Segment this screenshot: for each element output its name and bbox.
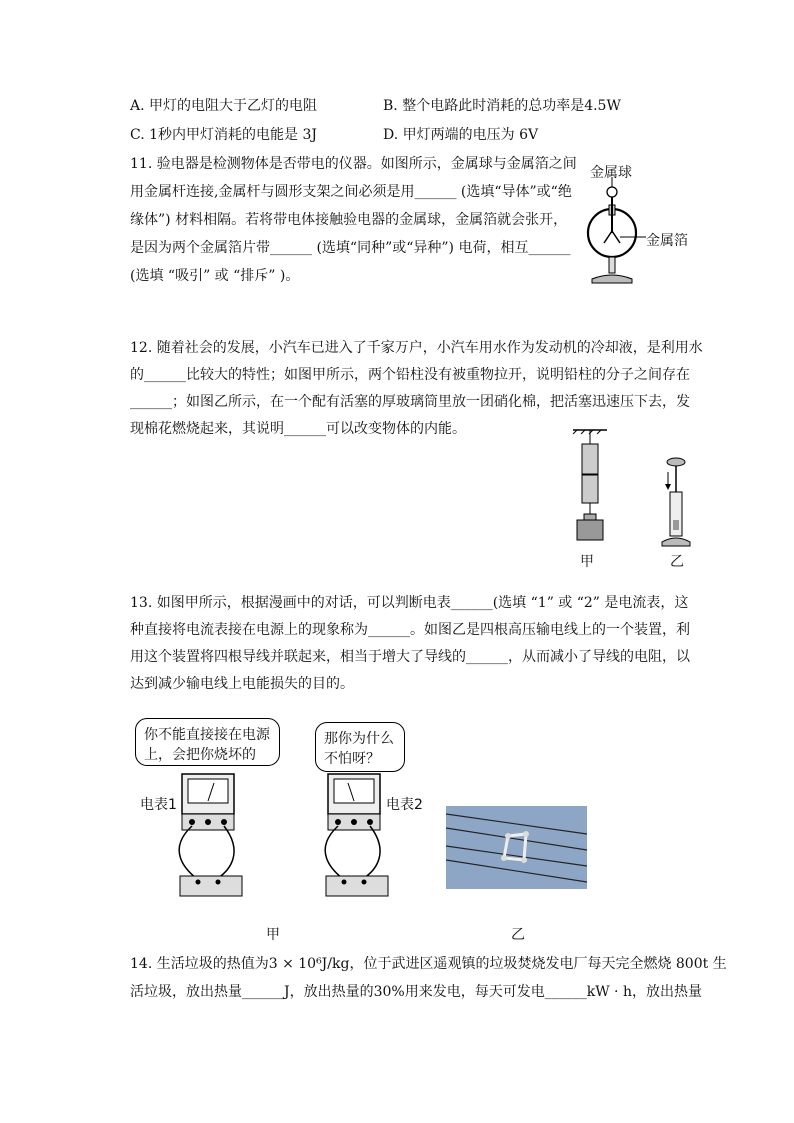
q13-line: 用这个装置将四根导线并联起来，相当于增大了导线的______，从而减小了导线的电阻，以 bbox=[130, 649, 690, 665]
q12-line: 现棉花燃烧起来，其说明______可以改变物体的内能。 bbox=[130, 421, 466, 437]
q12-line: 的______比较大的特性；如图甲所示，两个铅柱没有被重物拉开，说明铅柱的分子之间存在 bbox=[130, 367, 690, 383]
q13-line: 种直接将电流表接在电源上的现象称为______。如图乙是四根高压输电线上的一个装置，利 bbox=[130, 622, 690, 638]
power-line-photo bbox=[446, 806, 587, 889]
q11-line: 是因为两个金属箔片带______ (选填“同种”或“异种”) 电荷，相互______ bbox=[130, 240, 571, 256]
q14-line: 活垃圾，放出热量______J，放出热量的30%用来发电，每天可发电______kW · h，放出热量 bbox=[130, 984, 702, 1000]
q12-line: ______；如图乙所示，在一个配有活塞的厚玻璃筒里放一团硝化棉，把活塞迅速压下去，发 bbox=[130, 394, 690, 410]
figure-label-jia: 甲 bbox=[580, 554, 594, 570]
ammeter-2-figure bbox=[318, 770, 403, 900]
q11-line: (选填 “吸引” 或 “排斥” )。 bbox=[130, 268, 300, 284]
metal-foil-label: 金属箔 bbox=[646, 233, 688, 249]
q13-line: 达到减少输电线上电能损失的目的。 bbox=[130, 676, 354, 692]
lead-cylinders-figure bbox=[565, 428, 615, 548]
meter2-label: 电表2 bbox=[386, 797, 423, 813]
option-a: A. 甲灯的电阻大于乙灯的电阻 bbox=[130, 98, 318, 114]
metal-ball-label: 金属球 bbox=[590, 165, 632, 181]
power-line-spacer-image bbox=[446, 806, 587, 889]
figure-label-yi-13: 乙 bbox=[511, 927, 525, 943]
meter1-label: 电表1 bbox=[140, 797, 177, 813]
speech-bubble-left: 你不能直接接在电源 上，会把你烧坏的 bbox=[135, 718, 280, 766]
q11-line: 11. 验电器是检测物体是否带电的仪器。如图所示，金属球与金属箔之间 bbox=[130, 156, 577, 172]
electroscope-figure bbox=[580, 175, 650, 295]
ammeter-1-figure bbox=[172, 770, 257, 900]
option-c: C. 1秒内甲灯消耗的电能是 3J bbox=[130, 127, 317, 143]
q11-line: 缘体”) 材料相隔。若将带电体接触验电器的金属球，金属箔就会张开， bbox=[130, 212, 568, 228]
piston-cylinder-figure bbox=[656, 452, 696, 552]
q13-line: 13. 如图甲所示，根据漫画中的对话，可以判断电表______(选填 “1” 或 “2” 是电流表，这 bbox=[130, 595, 689, 611]
q12-line: 12. 随着社会的发展，小汽车已进入了千家万户，小汽车用水作为发动机的冷却液，是利用水 bbox=[130, 340, 703, 356]
q14-line: 14. 生活垃圾的热值为3 × 10⁶J/kg，位于武进区遥观镇的垃圾焚烧发电厂每天完全燃烧 800t 生 bbox=[130, 956, 727, 972]
speech-bubble-right: 那你为什么 不怕呀？ bbox=[315, 722, 405, 772]
option-b: B. 整个电路此时消耗的总功率是4.5W bbox=[383, 98, 621, 114]
figure-label-yi: 乙 bbox=[670, 554, 684, 570]
option-d: D. 甲灯两端的电压为 6V bbox=[383, 127, 539, 143]
figure-label-jia-13: 甲 bbox=[266, 927, 280, 943]
q11-line: 用金属杆连接,金属杆与圆形支架之间必须是用______ (选填“导体”或“绝 bbox=[130, 184, 572, 200]
